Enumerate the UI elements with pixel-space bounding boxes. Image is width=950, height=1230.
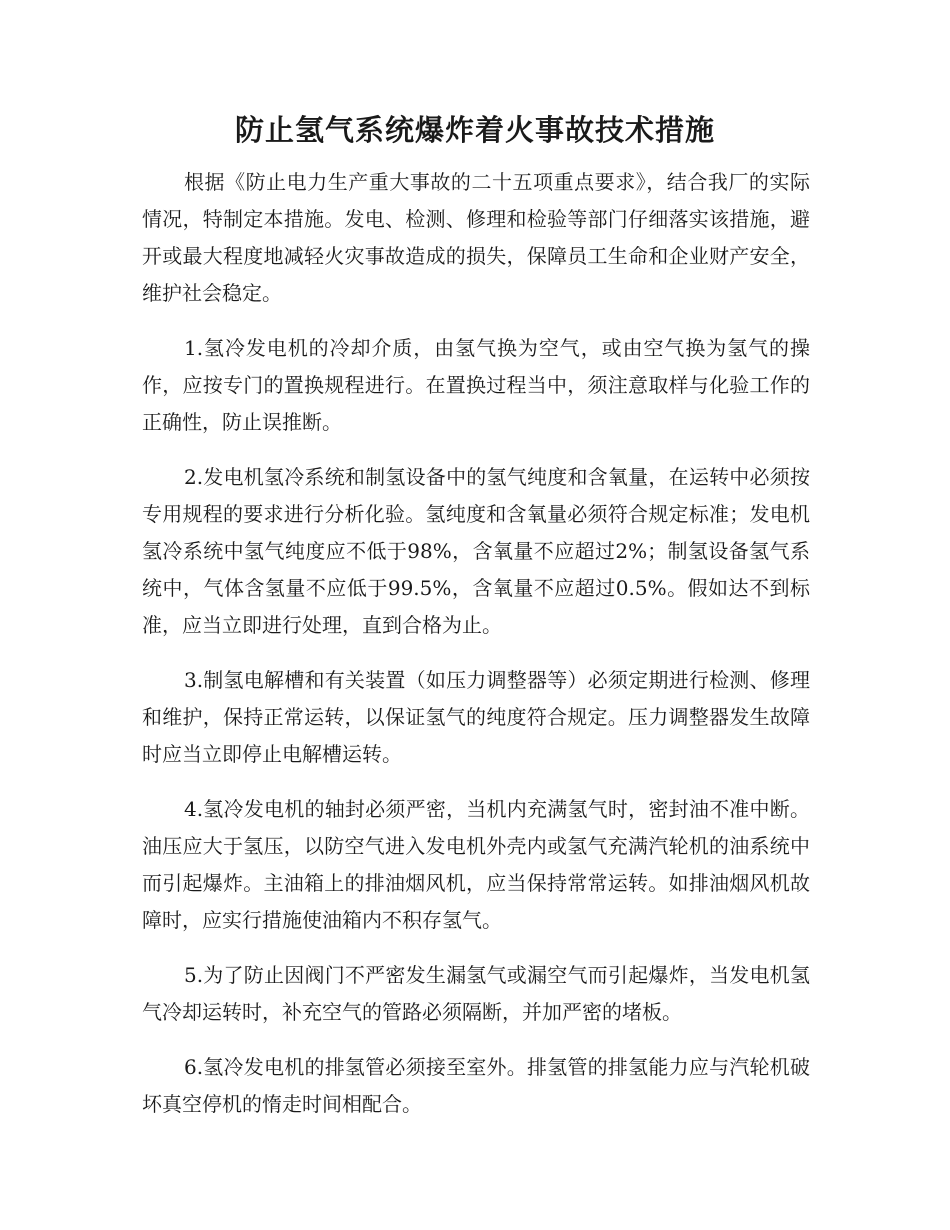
document-title: 防止氢气系统爆炸着火事故技术措施 <box>234 113 715 147</box>
item-3-paragraph: 3.制氢电解槽和有关装置（如压力调整器等）必须定期进行检测、修理和维护，保持正常运转，以保证氢气的纯度符合规定。压力调整器发生故障时应当立即停止电解槽运转。 <box>142 668 810 766</box>
item-6-paragraph: 6.氢冷发电机的排氢管必须接至室外。排氢管的排氢能力应与汽轮机破坏真空停机的惰走时间相配合。 <box>142 1055 810 1116</box>
intro-paragraph: 根据《防止电力生产重大事故的二十五项重点要求》，结合我厂的实际情况，特制定本措施。发电、检测、修理和检验等部门仔细落实该措施，避开或最大程度地减轻火灾事故造成的损失，保障员工生命和企业财产安全，维护社会稳定。 <box>142 170 810 305</box>
item-4-paragraph: 4.氢冷发电机的轴封必须严密，当机内充满氢气时，密封油不准中断。油压应大于氢压，以防空气进入发电机外壳内或氢气充满汽轮机的油系统中而引起爆炸。主油箱上的排油烟风机，应当保持常常运转。如排油烟风机故障时，应实行措施使油箱内不积存氢气。 <box>142 797 810 932</box>
item-1-paragraph: 1.氢冷发电机的冷却介质，由氢气换为空气，或由空气换为氢气的操作，应按专门的置换规程进行。在置换过程当中，须注意取样与化验工作的正确性，防止误推断。 <box>142 336 810 434</box>
item-5-paragraph: 5.为了防止因阀门不严密发生漏氢气或漏空气而引起爆炸，当发电机氢气冷却运转时，补充空气的管路必须隔断，并加严密的堵板。 <box>142 963 810 1024</box>
document-body <box>142 164 810 1141</box>
item-2-paragraph: 2.发电机氢冷系统和制氢设备中的氢气纯度和含氧量，在运转中必须按专用规程的要求进行分析化验。氢纯度和含氧量必须符合规定标准；发电机氢冷系统中氢气纯度应不低于98%，含氧量不应超过2%；制氢设备氢气系统中，气体含氢量不应低于99.5%，含氧量不应超过0.5%。假如达不到标准，应当立即进行处理，直到合格为止。 <box>142 465 810 637</box>
